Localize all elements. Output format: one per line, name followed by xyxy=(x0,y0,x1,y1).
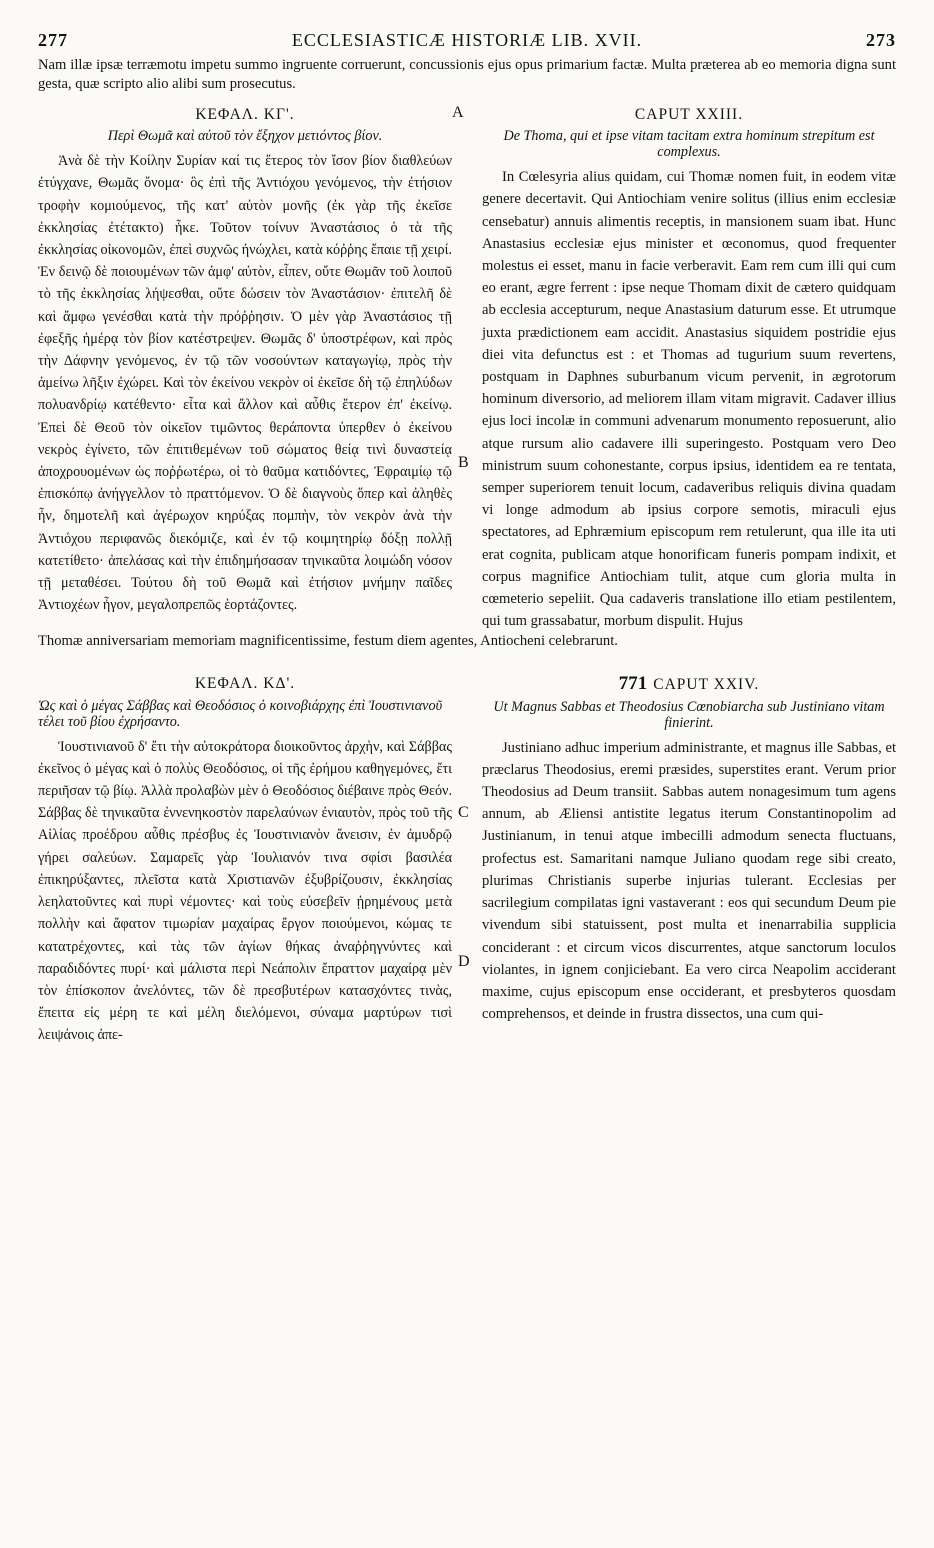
greek-subtitle-24: Ὡς καὶ ὁ μέγας Σάββας καὶ Θεοδόσιος ὁ κοινοβιάρχης ἐπὶ Ἰουστινιανοῦ τέλει τοῦ βίου ἐχρήσαντο. xyxy=(38,697,443,730)
page xyxy=(38,30,896,1047)
margin-letter-d: D xyxy=(458,953,470,971)
margin-letter-a: A xyxy=(452,104,464,121)
greek-heading-23: ΚΕΦΑΛ. ΚΓ'. xyxy=(195,106,295,123)
page-number-right: 273 xyxy=(866,30,896,50)
top-continuation-text: Nam illæ ipsæ terræmotu impetu summo ingruente corruerunt, concussionis ejus opus primarium factæ. Multa præterea ab eo memoria digna sunt gesta, quæ scripto alio alibi sum prosecutus. xyxy=(38,57,896,92)
latin-text-23: In Cœlesyria alius quidam, cui Thomæ nomen fuit, in eodem vitæ genere decertavit. Qui Antiochiam venire solitus (illius enim ecclesiæ censebatur) annuis alimentis receptis, in mansionem suam ibat. Hunc Anastasius ecclesiæ ejus minister et œconomus, quod frequenter molestus ei esset, manu in facie verberavit. Eam rem cum illi qui cum eo erant, ægre ferrent : ipse neque Thomam dixit de cætero quidquam ab ecclesia accepturum, neque Anastasium daturum esse. Et utrumque juxta prædictionem eam accidit. Anastasius siquidem postridie ejus diei vita defunctus est : et Thomas ad tugurium suum revertens, postquam in Daphnes suburbanum vicum pervenit, in ægrotorum hominum diversorio, ad meliorem illam vitam migravit. Cadaver illius ejus loci incolæ in communi advenarum monumento reposuerunt, alio atque rursum alio cadavere illi superingesto. Postquam vero Deo ministrum suum cohonestante, corpus ipsius, identidem ea re tentata, semper superiorem tenuit locum, cadaveribus reliquis divina quadam vi longe admodum ab ipsius corpore semotis, miraculi ejus spectatores, ad Ephræmium episcopum rem retulerunt, qua ille ita uti erat cognita, publicam atque honorificam funeris pompam indixit, et corpus magnifice Antiochiam tulit, atque cum gloria multa in cœmeterio sepeliit. Qua cadaveris translatione illo etiam pestilentem, qui tum grassabatur, morbum dispulit. Hujus xyxy=(482,169,896,630)
latin-heading-24 xyxy=(482,673,896,696)
latin-column-23 xyxy=(482,104,896,632)
latin-subtitle-24: Ut Magnus Sabbas et Theodosius Cœnobiarcha sub Justiniano vitam finierint. xyxy=(493,698,885,731)
margin-letter-b: B xyxy=(458,454,469,471)
chapter-24-columns xyxy=(38,673,896,1046)
greek-column-23 xyxy=(38,104,452,632)
greek-subtitle-23: Περὶ Θωμᾶ καὶ αὐτοῦ τὸν ἔξηχον μετιόντος βίον. xyxy=(107,128,383,145)
margin-letter-c: C xyxy=(458,804,469,821)
latin-subtitle-23: De Thoma, qui et ipse vitam tacitam extra hominum strepitum est complexus. xyxy=(503,128,875,161)
running-title: ECCLESIASTICÆ HISTORIÆ LIB. XVII. xyxy=(291,30,643,50)
greek-text-24: Ἰουστινιανοῦ δ' ἔτι τὴν αὐτοκράτορα διοικοῦντος ἀρχὴν, καὶ Σάββας ἐκεῖνος ὁ μέγας καὶ ὁ πολὺς Θεοδόσιος, οἱ τῆς ἐρήμου καθηγεμόνες, ἔτι περιῆσαν τῷ βίῳ. Ἀλλὰ προλαβὼν μὲν ὁ Θεοδόσιος διέβαινε πρὸς Θεόν. Σάββας δὲ τηνικαῦτα ἐννενηκοστὸν παρελαύνων ἐνιαυτὸν, πρὸς τοῦ τῆς Αἰλίας προέδρου αὖθις πρέσβυς ἐς Ἰουστινιανὸν ἄνεισιν, ἐν ἀμυδρῷ γήρει σαλεύων. Σαμαρεῖς γὰρ Ἰουλιανόν τινα σφίσι βασιλέα ἐπικηρύξαντες, πλεῖστα κατὰ Χριστιανῶν ἐξυβρίζουσιν, ἐκκλησίας λεηλατοῦντες καὶ πυρὶ νέμοντες· καὶ τοὺς εὐσεβεῖν ᾑρημένους μετὰ πολλὴν καὶ ἄφατον τιμωρίαν μαχαίρας ἔργον ποιούμενοι, κώμας τε κατατρέχοντες, καὶ τὰς τῶν ἁγίων θήκας ἀναῤῥηγνύντες καὶ παραδιδόντες πυρί· καὶ μάλιστα περὶ Νεάπολιν ἔπραττον μαχαίρᾳ μὲν τὸν ἐπίσκοπον ἀνελόντες, τῶν δὲ πρεσβυτέρων κατασχόντες τινὰς, ἔπειτα εἰς μέρη τε καὶ μέλη διελόμενοι, σύναμα μαρτύρων τισὶ λειψάνοις ἀπε- xyxy=(38,738,452,1044)
greek-text-23: Ἀνὰ δὲ τὴν Κοίλην Συρίαν καί τις ἕτερος τὸν ἴσον βίον διαθλεύων ἐτύγχανε, Θωμᾶς ὄνομα· ὃς ἐπὶ τῆς Ἀντιόχου γενόμενος, τὴν ἐτήσιον τροφὴν κομιούμενος, τῆς κατ' αὐτὸν μονῆς (ἐκ γὰρ τῆς ἐκεῖσε ἐκκλησίας ἐτέτακτο) ἧκε. Τοῦτον τοίνυν Ἀναστάσιος ὁ τὰ τῆς ἐκκλησίας οἰκονομῶν, ἐπεὶ συχνῶς ἠνώχλει, κατὰ κόῤῥης ἔπαιε τῇ χειρί. Ἐν δεινῷ δὲ ποιουμένων τῶν ἀμφ' αὐτὸν, εἶπεν, οὔτε Θωμᾶν τοῦ λοιποῦ τὸ τῆς ἐκκλησίας λήψεσθαι, οὔτε δώσειν τὸν Ἀναστάσιον· ἐπιτελῆ δὲ καὶ ἄμφω γενέσθαι κατὰ τὴν πρόῤῥησιν. Ὁ μὲν γὰρ Ἀναστάσιος τῇ ἐφεξῆς ἡμέρᾳ τὸν βίον κατέστρεψεν. Θωμᾶς δ' ὑποστρέφων, καὶ πρὸς τὴν Δάφνην γενόμενος, ἐν τῷ τῶν νοσούντων καταγωγίῳ, πρὸς τὴν ἀμείνω λῆξιν ἐχώρει. Καὶ τὸν ἐκείνου νεκρὸν οἱ ἐκεῖσε δὴ τῷ ἐπηλύδων πολυανδρίῳ κατέθεντο· εἶτα καὶ ἄλλον καὶ αὖθις ἕτερον ἐπ' ἐκείνῳ. Ἐπεὶ δὲ Θεοῦ τὸν οἰκεῖον τιμῶντος θεράποντα ὑπερθεν ὁ ἐκείνου νεκρὸς ἐγίνετο, τῶν ἐπιτιθεμένων τοῦ σώματος θείᾳ τινὶ δυναστείᾳ ἀποχρουομένων ὡς ποῤῥωτέρω, οἱ τὸ θαῦμα κατιδόντες, Ἐφραιμίῳ τῷ ἐπισκόπῳ ἀνήγγελλον τὸ πραττόμενον. Ὁ δὲ διαγνοὺς ὅπερ καὶ ἀληθὲς ἦν, δημοτελῆ καὶ ἀγέρωχον κηρύξας πομπὴν, τὸν νεκρὸν ἀνὰ τὴν Ἀντιόχου περιφανῶς διεκόμιζε, καὶ ἐν τῷ κοιμητηρίῳ δόξῃ πολλῇ κατετίθετο· ἀπελάσας καὶ τὴν ἐπιδημήσασαν τηνικαῦτα λοιμώδη νόσον τῇ μεταθέσει. Τούτου δὴ τοῦ Θωμᾶ καὶ ἐτήσιον μνήμην παῖδες Ἀντιοχέων ἦγον, μεγαλοπρεπῶς ἑορτάζοντες. xyxy=(38,153,452,614)
latin-text-24: Justiniano adhuc imperium administrante, et magnus ille Sabbas, et præclarus Theodosius, eremi præsides, superstites erant. Verum prior Theodosius ad Deum transiit. Sabbas autem nonagesimum tum agens annum, ab Æliensi antistite legatus iterum Constantinopolim ad Justinianum, in tenui atque imbecilli admodum senecta fluctuans, profectus est. Samaritani namque Juliano quodam rege sibi creato, plurimas Christianis superbe injurias tulerant. Ecclesias per sacrilegium compilatas igni vastaverant : eos qui secundum Deum pie vivendum sibi statuissent, post multa et inenarrabilia supplicia conciderant : et circum vicos discurrentes, atque sanctorum loculos violantes, in ignem conjiciebant. Ea vero circa Neapolim acciderant maxime, cujus episcopum ense occiderant, et presbyteros quosdam comprehensos, et deinde in frustra dissectos, una cum qui- xyxy=(482,739,896,1023)
latin-heading-24-text: CAPUT XXIV. xyxy=(653,676,760,694)
running-header xyxy=(38,30,896,56)
column-number-mark: 771 xyxy=(618,673,648,695)
page-number-left: 277 xyxy=(38,30,68,50)
latin-full-tail-23: Thomæ anniversariam memoriam magnificentissime, festum diem agentes, Antiocheni celebrarunt. xyxy=(38,633,618,650)
greek-heading-24: ΚΕΦΑΛ. ΚΔ'. xyxy=(194,675,296,693)
latin-heading-23: CAPUT XXIII. xyxy=(634,106,744,123)
greek-column-24 xyxy=(38,673,452,1046)
latin-column-24 xyxy=(482,673,896,1046)
